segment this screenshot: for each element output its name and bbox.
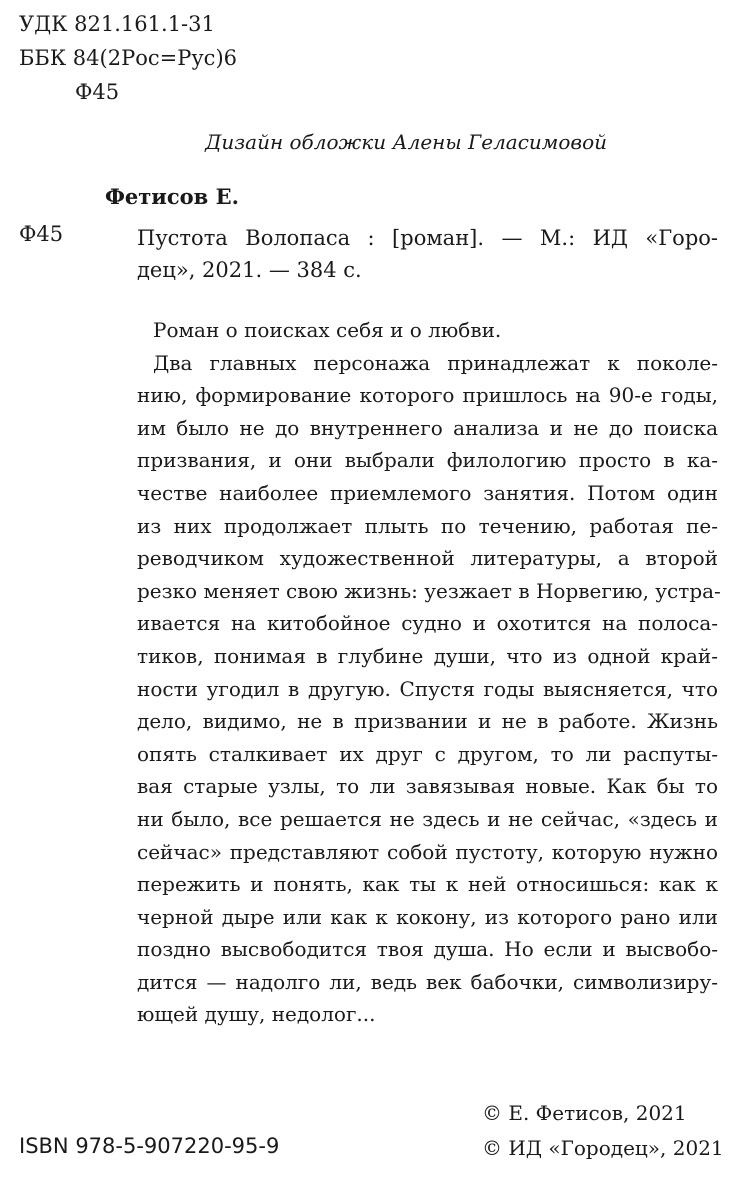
annotation-line: нию, формирование которого пришлось на 90-е годы, (137, 383, 718, 408)
annotation-line: ивается на китобойное судно и охотится на полоса- (137, 611, 718, 636)
annotation-line: дится — надолго ли, ведь век бабочки, символизиру- (137, 969, 718, 994)
bibliographic-description (137, 222, 718, 286)
bibliographic-line: дец», 2021. — 384 с. (137, 258, 362, 282)
annotation-line: черной дыре или как к кокону, из которого рано или (137, 904, 718, 929)
annotation-line: вая старые узлы, то ли завязывая новые. Как бы то (137, 774, 718, 799)
annotation-line: тиков, понимая в глубине души, что из одной край- (137, 643, 718, 668)
annotation-line: резко меняет свою жизнь: уезжает в Норвегию, устра- (137, 578, 721, 603)
bibliographic-author-sign: Ф45 (19, 222, 64, 246)
annotation-line: из них продолжает плыть по течению, работая пе- (137, 513, 718, 538)
annotation-line: им было не до внутреннего анализа и не до поиска (137, 415, 718, 440)
annotation-line: сейчас» представляют собой пустоту, которую нужно (137, 839, 718, 864)
annotation-line: пережить и понять, как ты к ней относишься: как к (137, 872, 718, 897)
author-sign: Ф45 (75, 80, 120, 104)
annotation-line: ни было, все решается не здесь и не сейчас, «здесь и (137, 806, 718, 831)
annotation-line: опять сталкивает их друг с другом, то ли распуты- (137, 741, 718, 766)
annotation-line: ющей душу, недолог... (137, 1002, 376, 1027)
annotation-line: поздно высвободится твоя душа. Но если и высвобо- (137, 937, 718, 962)
annotation-line: честве наиболее приемлемого занятия. Потом один (137, 480, 718, 505)
bibliographic-line: Пустота Волопаса : [роман]. — М.: ИД «Горо- (137, 226, 718, 250)
bbk-code: ББК 84(2Рос=Рус)6 (19, 46, 237, 70)
annotation-line: реводчиком художественной литературы, а второй (137, 546, 718, 571)
annotation-line: Роман о поисках себя и о любви. (153, 318, 502, 342)
cover-design-credit: Дизайн обложки Алены Гeласимовой (205, 130, 607, 154)
udk-code: УДК 821.161.1-31 (19, 12, 215, 36)
annotation-line: ности угодил в другую. Спустя годы выясняется, что (137, 676, 718, 701)
copyright-author: © Е. Фетисов, 2021 (482, 1101, 687, 1125)
annotation (137, 314, 721, 1031)
annotation-line: Два главных персонажа принадлежат к поколе- (153, 350, 718, 375)
author-heading: Фетисов Е. (105, 184, 239, 209)
annotation-line: призвания, и они выбрали филологию просто в ка- (137, 448, 718, 473)
isbn: ISBN 978-5-907220-95-9 (19, 1134, 280, 1158)
annotation-line: дело, видимо, не в призвании и не в работе. Жизнь (137, 709, 718, 734)
copyright-publisher: © ИД «Городец», 2021 (482, 1136, 724, 1160)
